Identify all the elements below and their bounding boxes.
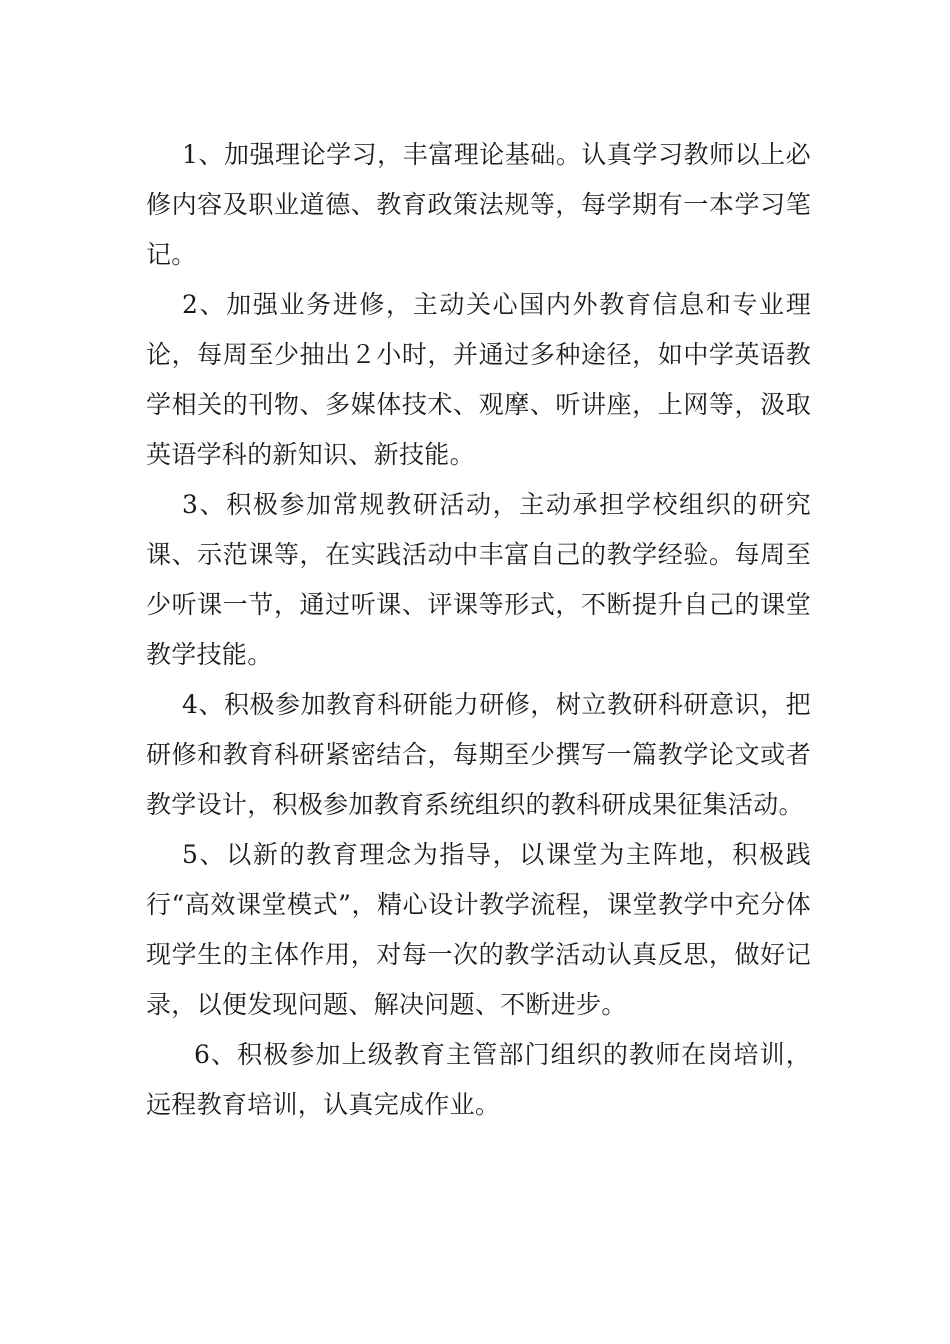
paragraph-4: 4、积极参加教育科研能力研修，树立教研科研意识，把研修和教育科研紧密结合，每期至少撰写一篇教学论文或者教学设计，积极参加教育系统组织的教科研成果征集活动。	[146, 690, 811, 819]
paragraph-6: 6、积极参加上级教育主管部门组织的教师在岗培训，远程教育培训，认真完成作业。	[146, 1040, 811, 1119]
paragraph-5: 5、以新的教育理念为指导，以课堂为主阵地，积极践行“高效课堂模式”，精心设计教学流程，课堂教学中充分体现学生的主体作用，对每一次的教学活动认真反思，做好记录，以便发现问题、解决问题、不断进步。	[146, 840, 811, 1019]
paragraph-2: 2、加强业务进修，主动关心国内外教育信息和专业理论，每周至少抽出２小时，并通过多种途径，如中学英语教学相关的刊物、多媒体技术、观摩、听讲座，上网等，汲取英语学科的新知识、新技能。	[146, 290, 811, 469]
paragraph-1: 1、加强理论学习，丰富理论基础。认真学习教师以上必修内容及职业道德、教育政策法规等，每学期有一本学习笔记。	[146, 140, 811, 269]
document-body	[146, 130, 811, 1130]
paragraph-3: 3、积极参加常规教研活动，主动承担学校组织的研究课、示范课等，在实践活动中丰富自己的教学经验。每周至少听课一节，通过听课、评课等形式，不断提升自己的课堂教学技能。	[146, 490, 811, 669]
